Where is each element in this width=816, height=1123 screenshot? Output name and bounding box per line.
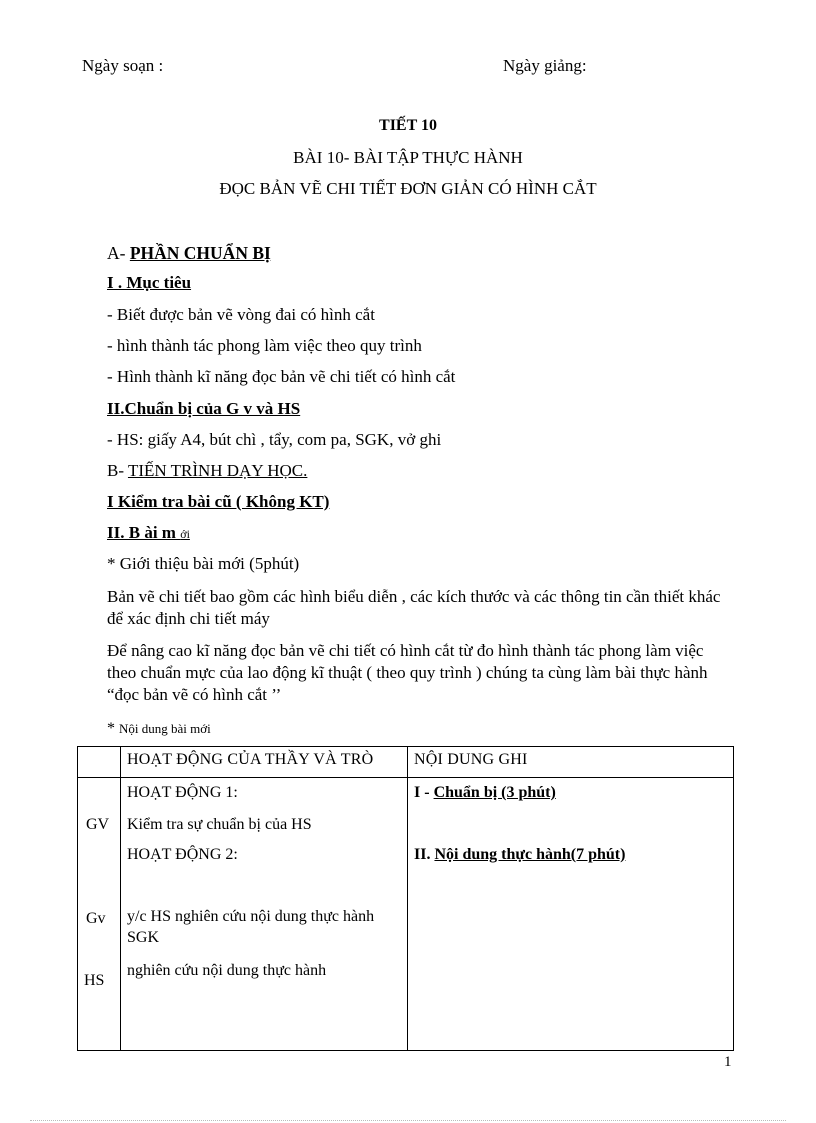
activity-cell — [121, 778, 408, 1051]
activity-table — [77, 746, 734, 1051]
lesson-title: BÀI 10- BÀI TẬP THỰC HÀNH — [293, 148, 523, 167]
activity-line: HOẠT ĐỘNG 2: — [127, 846, 238, 863]
content-cell — [408, 778, 734, 1051]
header-activity-cell — [121, 747, 408, 778]
activity-line: nghiên cứu nội dung thực hành — [127, 962, 327, 979]
content-item-2-text: Nội dung thực hành(7 phút) — [434, 846, 626, 863]
role-hs: HS — [84, 972, 105, 989]
table-header-row — [78, 747, 734, 778]
header-activity: HOẠT ĐỘNG CỦA THẦY VÀ TRÒ — [127, 751, 374, 768]
muc-tieu-item: - Biết được bản vẽ vòng đai có hình cắt — [107, 305, 375, 324]
content-label-text: Nội dung bài mới — [119, 721, 211, 736]
activity-line: y/c HS nghiên cứu nội dung thực hành SGK — [127, 908, 375, 946]
content-item-1 — [414, 784, 556, 802]
ngay-giang-label: Ngày giảng: — [503, 56, 587, 75]
section-b-prefix: B- — [107, 461, 128, 480]
page-bottom-divider — [30, 1120, 786, 1121]
content-label-star: * — [107, 720, 119, 737]
kiem-tra-heading: I Kiểm tra bài cũ ( Không KT) — [107, 492, 330, 511]
content-item-1-prefix: I - — [414, 784, 434, 801]
role-gv2: Gv — [86, 910, 106, 927]
bai-moi-heading-small: ới — [180, 527, 190, 541]
section-a-prefix: A- — [107, 243, 130, 263]
muc-tieu-item: - hình thành tác phong làm việc theo quy trình — [107, 336, 422, 355]
page-number: 1 — [724, 1054, 732, 1070]
header-content: NỘI DUNG GHI — [414, 751, 528, 768]
content-item-2-prefix: II. — [414, 846, 435, 863]
chuan-bi-item: - HS: giấy A4, bút chì , tẩy, com pa, SGK, vở ghi — [107, 430, 442, 449]
content-label — [107, 720, 211, 738]
role-gv: GV — [86, 816, 110, 833]
chuan-bi-heading: II.Chuẩn bị của G v và HS — [107, 399, 301, 418]
table-body-row — [78, 778, 734, 1051]
header-role-cell — [78, 747, 121, 778]
lesson-subtitle: ĐỌC BẢN VẼ CHI TIẾT ĐƠN GIẢN CÓ HÌNH CẮT — [219, 179, 597, 198]
muc-tieu-item: - Hình thành kĩ năng đọc bản vẽ chi tiết có hình cắt — [107, 367, 456, 386]
role-cell — [78, 778, 121, 1051]
section-b-heading — [107, 461, 307, 481]
bai-moi-heading-main: II. B ài m — [107, 523, 181, 542]
section-b-title: TIẾN TRÌNH DẠY HỌC. — [127, 461, 308, 480]
intro-line: * Giới thiệu bài mới (5phút) — [107, 554, 300, 573]
section-a-title: PHẦN CHUẨN BỊ — [129, 243, 271, 263]
activity-line: Kiểm tra sự chuẩn bị của HS — [127, 816, 312, 833]
lesson-number: TIẾT 10 — [379, 117, 437, 134]
activity-line: HOẠT ĐỘNG 1: — [127, 784, 238, 801]
content-item-1-text: Chuẩn bị (3 phút) — [433, 784, 556, 801]
content-item-2 — [414, 846, 625, 864]
paragraph-1: Bản vẽ chi tiết bao gồm các hình biểu diễn , các kích thước và các thông tin cần thiết khác để xác định chi tiết máy — [107, 587, 721, 628]
muc-tieu-heading: I . Mục tiêu — [107, 273, 192, 292]
ngay-soan-label: Ngày soạn : — [82, 56, 164, 75]
section-a-heading — [107, 243, 271, 264]
paragraph-2: Để nâng cao kĩ năng đọc bản vẽ chi tiết có hình cắt từ đo hình thành tác phong làm việc theo chuẩn mực của lao động kĩ thuật ( theo quy trình ) chúng ta cùng làm bài thực hành “đọc bản vẽ có hình cắt ’’ — [107, 641, 708, 704]
bai-moi-heading — [107, 523, 190, 543]
header-content-cell — [408, 747, 734, 778]
